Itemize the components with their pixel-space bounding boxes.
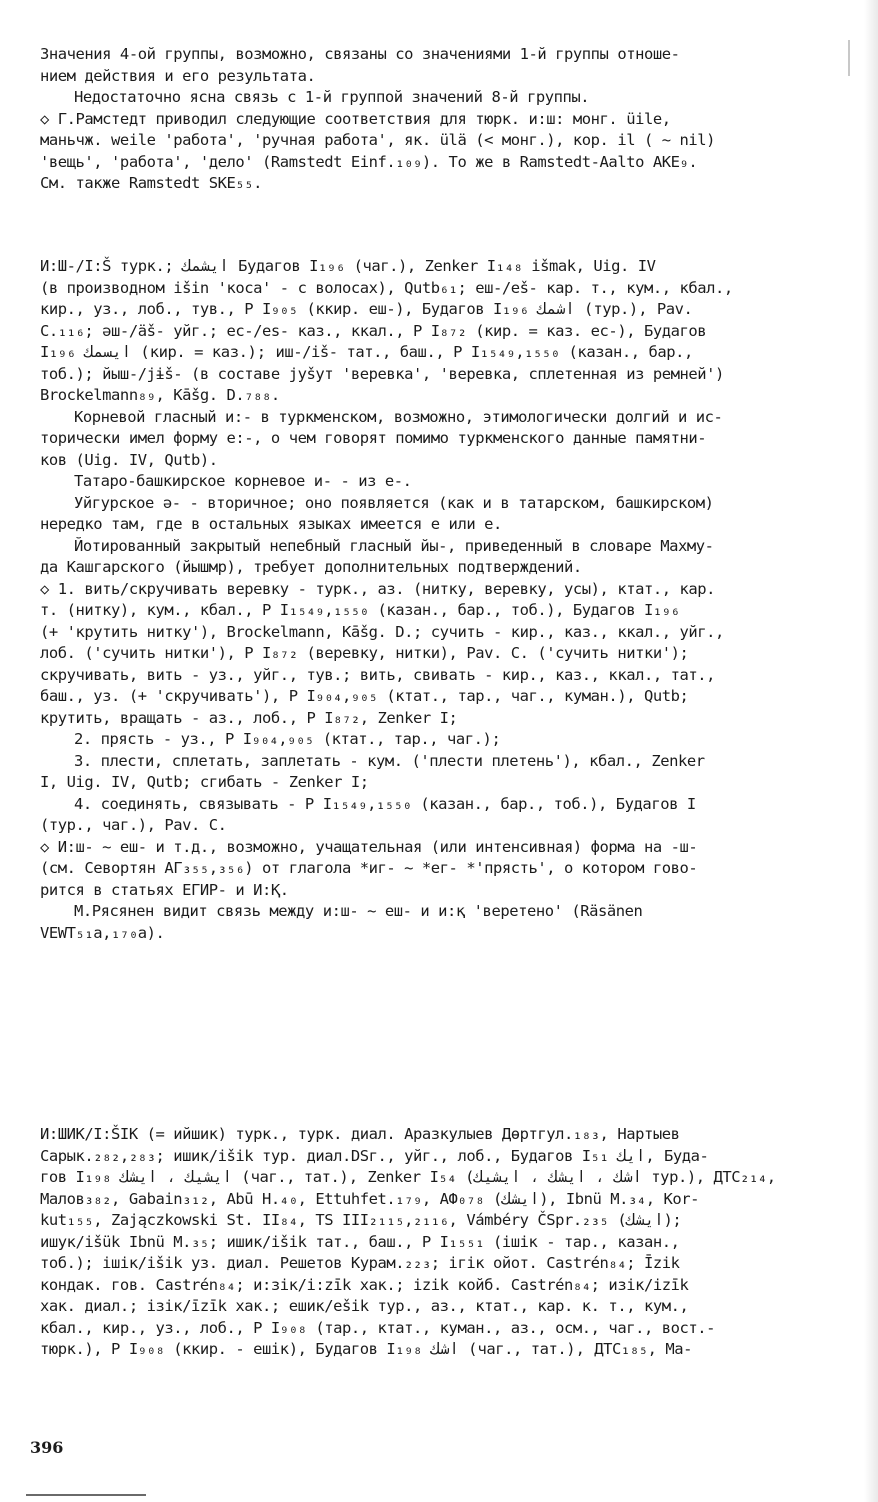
- text-block-intro: [40, 44, 846, 195]
- footer-rule: [26, 1494, 146, 1496]
- text-line: C.₁₁₆; әш-/äš- уйг.; ес-/es- каз., ккал., Р I₈₇₂ (кир. = каз. ес-), Будагов: [40, 321, 707, 340]
- text-line: 2. прясть - уз., Р I₉₀₄,₉₀₅ (ктат., тар., чаг.);: [74, 730, 501, 748]
- text-line: баш., уз. (+ 'скручивать'), Р I₉₀₄,₉₀₅ (ктат., тар., чаг., куман.), Qutb;: [40, 687, 689, 705]
- entry-headword-line: И:Ш-/I:Š турк.; ايشمك Будагов I₁₉₆ (чаг.), Zenker I₁₄₈ išmak, Uig. IV: [40, 257, 656, 275]
- text-line: М.Рясянен видит связь между и:ш- ~ еш- и и:қ 'веретено' (Räsänen: [74, 902, 643, 920]
- text-line: 3. плести, сплетать, заплетать - кум. ('плести плетень'), кбал., Zenker: [74, 751, 705, 770]
- text-line: лоб. ('сучить нитки'), Р I₈₇₂ (веревку, нитки), Pav. C. ('сучить нитки');: [40, 644, 689, 662]
- text-line: маньчж. weile 'работа', 'ручная работа', як. ülä (< монг.), кор. il ( ~ nil): [40, 131, 716, 149]
- text-line: нередко там, где в остальных языках имеется е или е.: [40, 515, 502, 533]
- text-line: (в производном išin 'коса' - с волосах), Qutb₆₁; еш-/eš- кар. т., кум., кбал.,: [40, 278, 733, 297]
- text-line: кбал., кир., уз., лоб., Р I₉₀₈ (тар., ктат., куман., аз., осм., чаг., вост.-: [40, 1318, 716, 1337]
- text-line: кондак. гов. Castrén₈₄; и:зік/i:zīk хак.; izik койб. Castrén₈₄; изік/izīk: [40, 1275, 689, 1294]
- text-line: (тур., чаг.), Pav. C.: [40, 816, 227, 834]
- entry-ishik: [40, 1124, 846, 1361]
- text-line: Корневой гласный и:- в туркменском, возможно, этимологически долгий и ис-: [74, 407, 723, 426]
- text-line: 'вещь', 'работа', 'дело' (Ramstedt Einf.₁₀₉). То же в Ramstedt-Aalto AKE₉.: [40, 152, 698, 171]
- text-line: скручивать, вить - уз., уйг., тув.; вить, свивать - кир., каз., ккал., тат.,: [40, 665, 716, 684]
- text-line: Недостаточно ясна связь с 1-й группой значений 8-й группы.: [74, 88, 590, 106]
- text-line: кир., уз., лоб., тув., Р I₉₀₅ (ккир. еш-), Будагов I₁₉₆ اشمك (тур.), Pav.: [40, 300, 693, 318]
- text-line: нием действия и его результата.: [40, 66, 316, 85]
- text-line: Малов₃₈₂, Gabain₃₁₂, Abū H.₄₀, Ettuhfet.₁₇₉, АФ₀₇₈ (ايشك), Ibnü M.₃₄, Kor-: [40, 1189, 700, 1208]
- entry-ish: [40, 256, 846, 944]
- text-line: Значения 4-ой группы, возможно, связаны со значениями 1-й группы отноше-: [40, 45, 680, 63]
- text-line: гов I₁₉₈ ايشيك ، ايشك (чаг., тат.), Zenker I₅₄ (اشك ، ايشك ، ايشيك тур.), ДТС₂₁₄,: [40, 1168, 776, 1186]
- text-line: 4. соединять, связывать - Р I₁₅₄₉,₁₅₅₀ (казан., бар., тоб.), Будагов I: [74, 794, 696, 813]
- text-line: Уйгурское ә- - вторичное; оно появляется (как и в татарском, башкирском): [74, 493, 714, 512]
- text-line: См. также Ramstedt SKE₅₅.: [40, 174, 263, 192]
- scan-mark: [848, 40, 850, 76]
- text-line: т. (нитку), кум., кбал., Р I₁₅₄₉,₁₅₅₀ (казан., бар., тоб.), Будагов I₁₉₆: [40, 601, 680, 619]
- text-line: тюрк.), Р I₉₀₈ (ккир. - ешік), Будагов I₁₉₈ اشك (чаг., тат.), ДТС₁₈₅, Ма-: [40, 1340, 692, 1358]
- text-line: Brockelmann₈₉, Kāšg. D.₇₈₈.: [40, 386, 280, 404]
- text-line: ◇ И:ш- ~ еш- и т.д., возможно, учащательная (или интенсивная) форма на -ш-: [40, 837, 698, 856]
- text-line: рится в статьях ЕГИР- и И:Қ.: [40, 880, 289, 899]
- text-line: kut₁₅₅, Zajączkowski St. II₈₄, TS III₂₁₁₅,₂₁₁₆, Vámbéry ČSpr.₂₃₅ (ايشك);: [40, 1211, 682, 1229]
- text-line: тоб.); йыш-/jɨš- (в составе jyšyт 'веревка', 'веревка, сплетенная из ремней'): [40, 364, 724, 383]
- text-line: ков (Uig. IV, Qutb).: [40, 450, 218, 469]
- text-line: торически имел форму е:-, о чем говорят помимо туркменского данные памятни-: [40, 429, 707, 447]
- text-line: крутить, вращать - аз., лоб., Р I₈₇₂, Zenker I;: [40, 708, 458, 727]
- text-line: да Кашгарского (йышмр), требует дополнительных подтверждений.: [40, 558, 582, 576]
- text-line: VEWT₅₁а,₁₇₀а).: [40, 923, 165, 942]
- text-line: ◇ 1. вить/скручивать веревку - турк., аз. (нитку, веревку, усы), ктат., кар.: [40, 579, 716, 598]
- text-line: ишук/išük Ibnü M.₃₅; ишик/išik тат., баш., Р I₁₅₅₁ (ішік - тар., казан.,: [40, 1232, 680, 1251]
- text-line: ◇ Г.Рамстедт приводил следующие соответствия для тюрк. и:ш: монг. üile,: [40, 109, 671, 128]
- page-number: 396: [30, 1438, 64, 1457]
- text-line: тоб.); ішік/išik уз. диал. Решетов Курам.₂₂₃; ігік ойот. Castrén₈₄; Īzik: [40, 1254, 680, 1272]
- text-line: (+ 'крутить нитку'), Brockelmann, Kāšg. D.; сучить - кир., каз., ккал., уйг.,: [40, 622, 724, 641]
- text-line: Йотированный закрытый непебный гласный йы-, приведенный в словаре Махму-: [74, 536, 714, 555]
- entry-headword-line: И:ШИК/I:ŠIK (= ийшик) турк., турк. диал. Аразкулыев Дөртгул.₁₈₃, Нартыев: [40, 1125, 680, 1143]
- text-line: Татаро-башкирское корневое и- - из е-.: [74, 472, 412, 490]
- text-line: I₁₉₆ ايسمك (кир. = каз.); иш-/iš- тат., баш., Р I₁₅₄₉,₁₅₅₀ (казан., бар.,: [40, 343, 693, 361]
- text-line: Сарык.₂₈₂,₂₈₃; ишик/išik тур. диал.DSг., уйг., лоб., Будагов I₅₁ ايك, Буда-: [40, 1146, 709, 1165]
- text-line: хак. диал.; ізік/īzīk хак.; ешик/ešik тур., аз., ктат., кар. к. т., кум.,: [40, 1297, 689, 1315]
- text-line: I, Uig. IV, Qutb; сгибать - Zenker I;: [40, 773, 369, 791]
- page-edge-shadow: [864, 0, 878, 1502]
- text-line: (см. Севортян АГ₃₅₅,₃₅₆) от глагола *иг- ~ *ег- *'прясть', о котором гово-: [40, 859, 698, 877]
